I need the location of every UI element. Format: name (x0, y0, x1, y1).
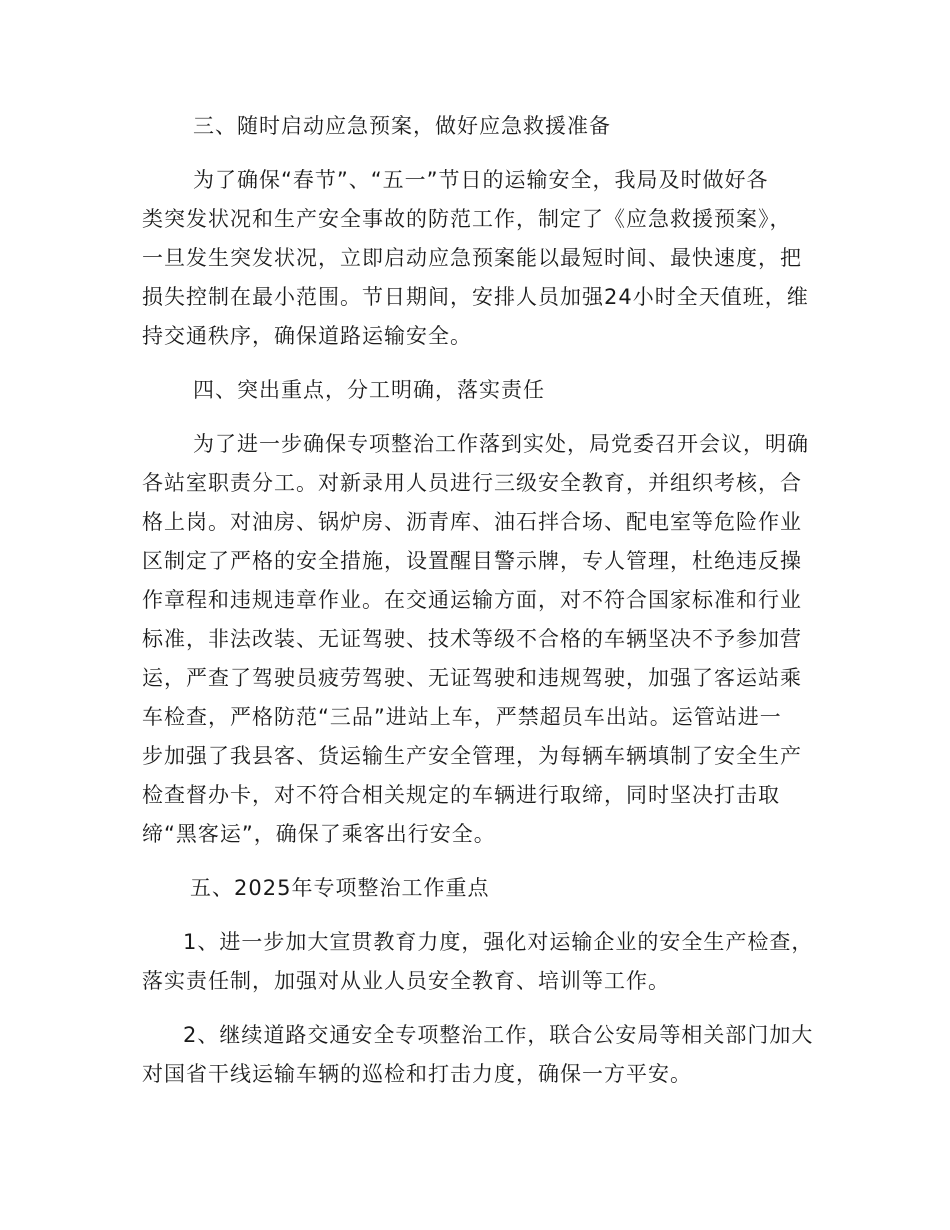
paragraph-line: 车检查，严格防范“三品”进站上车，严禁超员车出站。运管站进一 (142, 705, 782, 729)
paragraph-line: 缔“黑客运”，确保了乘客出行安全。 (142, 822, 496, 846)
paragraph-line: 各站室职责分工。对新录用人员进行三级安全教育，并组织考核，合 (142, 471, 802, 495)
paragraph-line: 持交通秩序，确保道路运输安全。 (142, 324, 472, 348)
paragraph-line: 为了确保“春节”、“五一”节日的运输安全，我局及时做好各 (193, 168, 769, 192)
paragraph-line: 一旦发生突发状况，立即启动应急预案能以最短时间、最快速度，把 (142, 246, 802, 270)
list-item-2: 2、继续道路交通安全专项整治工作，联合公安局等相关部门加大 (183, 1023, 814, 1047)
paragraph-line: 类突发状况和生产安全事故的防范工作，制定了《应急救援预案》， (142, 207, 792, 231)
paragraph-line: 区制定了严格的安全措施，设置醒目警示牌，专人管理，杜绝违反操 (142, 549, 802, 573)
paragraph-line: 为了进一步确保专项整治工作落到实处，局党委召开会议，明确 (193, 432, 809, 456)
paragraph-line: 检查督办卡，对不符合相关规定的车辆进行取缔，同时坚决打击取 (142, 783, 780, 807)
list-item-1-cont: 落实责任制，加强对从业人员安全教育、培训等工作。 (142, 969, 670, 993)
section-heading-3: 三、随时启动应急预案，做好应急救援准备 (193, 114, 611, 138)
paragraph-line: 作章程和违规违章作业。在交通运输方面，对不符合国家标准和行业 (142, 588, 802, 612)
paragraph-line: 运，严查了驾驶员疲劳驾驶、无证驾驶和违规驾驶，加强了客运站乘 (142, 666, 802, 690)
list-item-2-cont: 对国省干线运输车辆的巡检和打击力度，确保一方平安。 (142, 1062, 692, 1086)
section-heading-4: 四、突出重点，分工明确，落实责任 (193, 378, 545, 402)
paragraph-line: 损失控制在最小范围。节日期间，安排人员加强24小时全天值班，维 (142, 285, 809, 309)
paragraph-line: 格上岗。对油房、锅炉房、沥青库、油石拌合场、配电室等危险作业 (142, 510, 802, 534)
paragraph-line: 标准，非法改装、无证驾驶、技术等级不合格的车辆坚决不予参加营 (142, 627, 802, 651)
list-item-1: 1、进一步加大宣贯教育力度，强化对运输企业的安全生产检查， (183, 930, 814, 954)
paragraph-line: 步加强了我县客、货运输生产安全管理，为每辆车辆填制了安全生产 (142, 744, 802, 768)
section-heading-5: 五、2025年专项整治工作重点 (190, 876, 490, 900)
